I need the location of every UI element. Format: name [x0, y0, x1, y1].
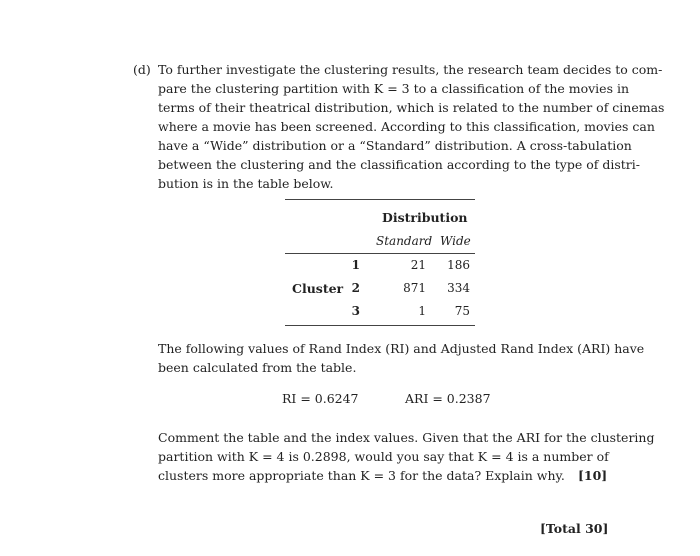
table-top-rule	[285, 199, 475, 200]
rand-line: been calculated from the table.	[158, 360, 357, 375]
part-label: (d)	[133, 62, 151, 77]
cluster-number: 2	[351, 281, 360, 295]
intro-line: pare the clustering partition with K = 3 to a classification of the movies in	[158, 81, 630, 96]
table-cell-wide: 75	[454, 304, 470, 318]
table-cell-wide: 334	[447, 281, 470, 295]
question-line: Comment the table and the index values. Given that the ARI for the clustering	[158, 430, 655, 445]
ari-value: ARI = 0.2387	[405, 391, 491, 406]
intro-line: between the clustering and the classification according to the type of distri-	[158, 157, 640, 172]
intro-line: To further investigate the clustering results, the research team decides to com-	[158, 62, 663, 77]
table-header-distribution: Distribution	[382, 210, 468, 225]
question-line: partition with K = 4 is 0.2898, would you say that K = 4 is a number of	[158, 449, 609, 464]
intro-line: have a “Wide” distribution or a “Standard” distribution. A cross-tabulation	[158, 138, 632, 153]
table-header-rule	[285, 253, 475, 254]
table-cell-wide: 186	[447, 258, 470, 272]
total-marks-label: [Total 30]	[540, 521, 609, 536]
question-line: clusters more appropriate than K = 3 for the data? Explain why.	[158, 468, 565, 483]
marks-label: [10]	[578, 468, 608, 483]
intro-line: where a movie has been screened. According to this classification, movies can	[158, 119, 655, 134]
intro-line: terms of their theatrical distribution, which is related to the number of cinemas	[158, 100, 665, 115]
table-bottom-rule	[285, 325, 475, 326]
row-group-label-cluster: Cluster	[292, 281, 344, 296]
intro-line: bution is in the table below.	[158, 176, 334, 191]
cluster-number: 1	[351, 258, 360, 272]
column-header-wide: Wide	[440, 234, 471, 248]
table-cell-standard: 871	[403, 281, 426, 295]
table-cell-standard: 1	[418, 304, 426, 318]
rand-line: The following values of Rand Index (RI) and Adjusted Rand Index (ARI) have	[158, 341, 645, 356]
cluster-number: 3	[351, 304, 360, 318]
ri-value: RI = 0.6247	[282, 391, 359, 406]
table-cell-standard: 21	[410, 258, 426, 272]
column-header-standard: Standard	[376, 234, 433, 248]
